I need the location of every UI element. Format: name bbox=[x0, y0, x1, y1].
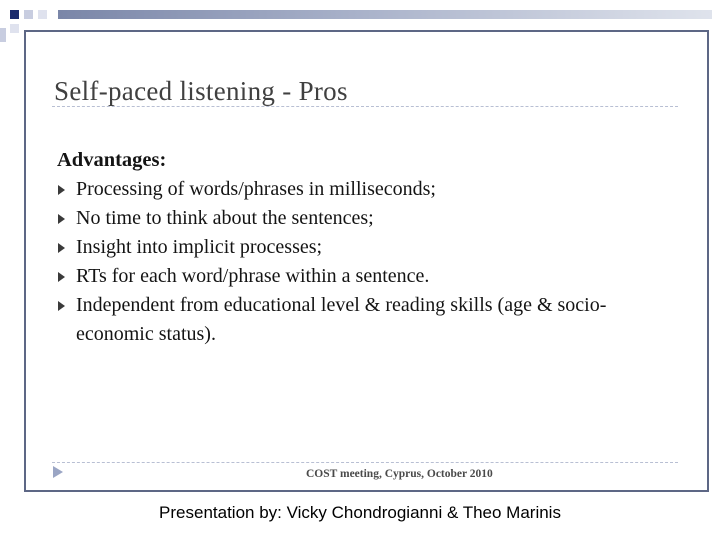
list-item bbox=[57, 233, 657, 262]
footer-divider bbox=[52, 462, 678, 463]
slide-content bbox=[57, 146, 657, 349]
list-item bbox=[57, 262, 657, 291]
triangle-bullet-icon bbox=[58, 185, 65, 195]
triangle-bullet-icon bbox=[58, 272, 65, 282]
decorative-square-light bbox=[38, 10, 47, 19]
triangle-bullet-icon bbox=[58, 214, 65, 224]
list-item-text: Insight into implicit processes; bbox=[76, 236, 323, 258]
triangle-bullet-icon bbox=[58, 243, 65, 253]
list-item-text: Processing of words/phrases in milliseconds; bbox=[76, 178, 436, 200]
list-item-text: No time to think about the sentences; bbox=[76, 207, 374, 229]
list-item bbox=[57, 291, 657, 349]
advantages-heading: Advantages: bbox=[57, 149, 167, 171]
presentation-caption: Presentation by: Vicky Chondrogianni & Theo Marinis bbox=[159, 503, 561, 522]
decorative-square-light bbox=[24, 10, 33, 19]
slide-footer: COST meeting, Cyprus, October 2010 bbox=[306, 468, 493, 480]
title-divider bbox=[52, 106, 678, 107]
decorative-gradient-bar bbox=[58, 10, 712, 19]
advantages-list bbox=[57, 175, 657, 349]
decorative-square-dark bbox=[10, 10, 19, 19]
list-item-text: Independent from educational level & reading skills (age & socio-economic status). bbox=[76, 294, 607, 345]
decorative-side-bar bbox=[0, 28, 6, 42]
triangle-bullet-icon bbox=[58, 301, 65, 311]
list-item bbox=[57, 204, 657, 233]
list-item-text: RTs for each word/phrase within a sentence. bbox=[76, 265, 430, 287]
footer-arrow-icon bbox=[53, 466, 63, 478]
decorative-square-light bbox=[10, 24, 19, 33]
slide-title: Self-paced listening - Pros bbox=[54, 76, 348, 106]
list-item bbox=[57, 175, 657, 204]
